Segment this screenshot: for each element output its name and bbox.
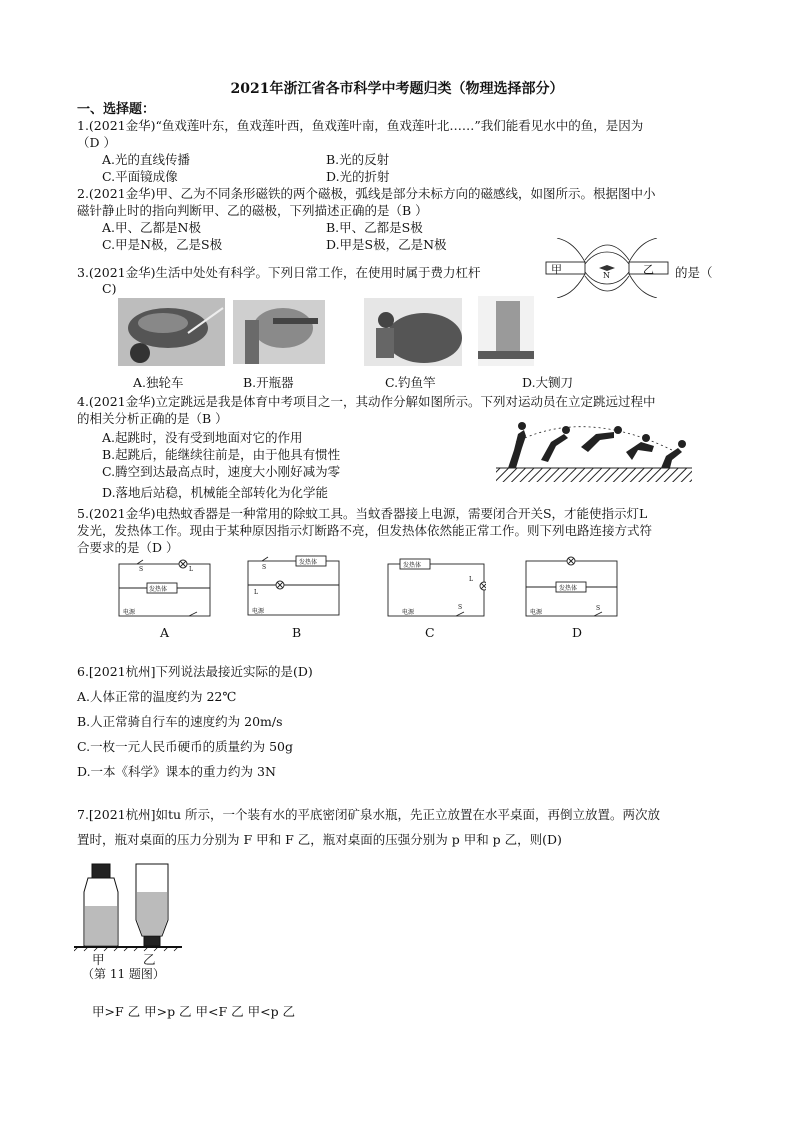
bottle-label-left: 甲 [92, 952, 105, 967]
q5-stem-line3: 合要求的是（D ） [77, 540, 179, 555]
circuit-c-heater-label: 发热体 [403, 562, 422, 569]
guillotine-cutter-photo [478, 296, 534, 366]
q2-option-c: C.甲是N极，乙是S极 [102, 237, 223, 252]
q4-option-c: C.腾空到达最高点时，速度大小刚好减为零 [102, 464, 341, 479]
section-heading: 一、选择题： [77, 102, 156, 117]
q1-option-d: D.光的折射 [326, 169, 390, 184]
circuit-a-power-label: 电源 [123, 609, 136, 616]
circuit-a-heater-label: 发热体 [149, 586, 168, 593]
circuit-d-heater-label: 发热体 [559, 585, 578, 592]
circuit-b-power-label: 电源 [252, 608, 265, 615]
q1-option-c: C.平面镜成像 [102, 169, 178, 184]
circuit-c-switch-label: S [458, 604, 463, 611]
q3-stem-end: 的是（ [675, 265, 713, 280]
circuit-b-switch-label: S [262, 564, 267, 571]
q7-stem-line1: 7.[2021杭州]如tu 所示，一个装有水的平底密闭矿泉水瓶，先正立放置在水平桌面，再倒立放置。两次放 [77, 807, 661, 822]
q3-answer: C) [102, 281, 117, 296]
circuit-d-power-label: 电源 [530, 609, 543, 616]
q2-stem-line1: 2.(2021金华)甲、乙为不同条形磁铁的两个磁极，弧线是部分未标方向的磁感线，如图所示。根据图中小 [77, 186, 656, 201]
circuit-c-power-label: 电源 [402, 609, 415, 616]
circuit-b-lamp-label: L [254, 589, 258, 596]
q1-option-a: A.光的直线传播 [102, 152, 191, 167]
q4-stem-line1: 4.(2021金华)立定跳远是我是体育中考项目之一，其动作分解如图所示。下列对运动员在立定跳远过程中 [77, 394, 656, 409]
circuit-b-heater-label: 发热体 [299, 559, 318, 566]
q5-stem-line1: 5.(2021金华)电热蚊香器是一种常用的除蚊工具。当蚊香器接上电源，需要闭合开关S，才能使指示灯L [77, 506, 648, 521]
q1-answer: （D ） [77, 135, 116, 150]
wheelbarrow-photo [118, 298, 225, 366]
q5-stem-line2: 发光，发热体工作。现由于某种原因指示灯断路不亮，但发热体依然能正常工作。则下列电路连接方式符 [77, 523, 653, 538]
circuit-d-switch-label: S [596, 605, 601, 612]
q6-option-b: B.人正常骑自行车的速度约为 20m/s [77, 714, 283, 729]
q2-option-a: A.甲、乙都是N极 [102, 220, 201, 235]
circuit-c [386, 556, 486, 618]
q3-stem: 3.(2021金华)生活中处处有科学。下列日常工作，在使用时属于费力杠杆 [77, 265, 481, 280]
q2-option-d: D.甲是S极，乙是N极 [326, 237, 447, 252]
q6-stem: 6.[2021杭州]下列说法最接近实际的是(D) [77, 664, 313, 679]
circuit-label-b: B [292, 625, 302, 640]
q3-option-a: A.独轮车 [133, 375, 184, 390]
circuit-a [117, 558, 212, 618]
circuit-label-d: D [572, 625, 583, 640]
circuit-b [246, 555, 341, 617]
long-jump-figure [496, 412, 692, 482]
magnet-field-figure [545, 238, 669, 298]
q2-stem-line2: 磁针静止时的指向判断甲、乙的磁极，下列描述正确的是（B ） [77, 203, 428, 218]
needle-label: N [603, 271, 610, 280]
q7-answer-line: 甲>F 乙 甲>p 乙 甲<F 乙 甲<p 乙 [92, 1004, 296, 1019]
bottle-label-right: 乙 [143, 952, 156, 967]
figure-caption: （第 11 题图） [82, 967, 165, 981]
circuit-a-lamp-label: L [189, 566, 193, 573]
q4-stem-line2: 的相关分析正确的是（B ） [77, 411, 228, 426]
q1-stem: 1.(2021金华)“鱼戏莲叶东，鱼戏莲叶西，鱼戏莲叶南，鱼戏莲叶北……”我们能看见水中的鱼，是因为 [77, 118, 644, 133]
q3-option-b: B.开瓶器 [243, 375, 294, 390]
q4-option-a: A.起跳时，没有受到地面对它的作用 [102, 430, 303, 445]
circuit-a-switch-label: S [139, 566, 144, 573]
q6-option-a: A.人体正常的温度约为 22℃ [77, 689, 237, 704]
q7-stem-line2: 置时，瓶对桌面的压力分别为 F 甲和 F 乙，瓶对桌面的压强分别为 p 甲和 p 乙，则(D) [77, 832, 562, 847]
page-title: 2021年浙江省各市科学中考题归类（物理选择部分） [230, 81, 564, 97]
q6-option-d: D.一本《科学》课本的重力约为 3N [77, 764, 276, 779]
magnet-pole-right: 乙 [643, 263, 654, 276]
q3-option-c: C.钓鱼竿 [385, 375, 436, 390]
q1-option-b: B.光的反射 [326, 152, 390, 167]
circuit-d [524, 555, 619, 618]
q2-option-b: B.甲、乙都是S极 [326, 220, 423, 235]
circuit-label-c: C [425, 625, 435, 640]
magnet-pole-left: 甲 [551, 263, 562, 276]
fishing-rod-photo [364, 298, 462, 366]
q3-option-d: D.大铡刀 [522, 375, 574, 390]
q6-option-c: C.一枚一元人民币硬币的质量约为 50g [77, 739, 293, 754]
bottle-opener-photo [233, 300, 325, 364]
q4-option-d: D.落地后站稳，机械能全部转化为化学能 [102, 485, 329, 500]
q4-option-b: B.起跳后，能继续往前是，由于他具有惯性 [102, 447, 341, 462]
bottles-figure [74, 862, 182, 952]
circuit-label-a: A [160, 625, 170, 640]
circuit-c-lamp-label: L [469, 576, 473, 583]
